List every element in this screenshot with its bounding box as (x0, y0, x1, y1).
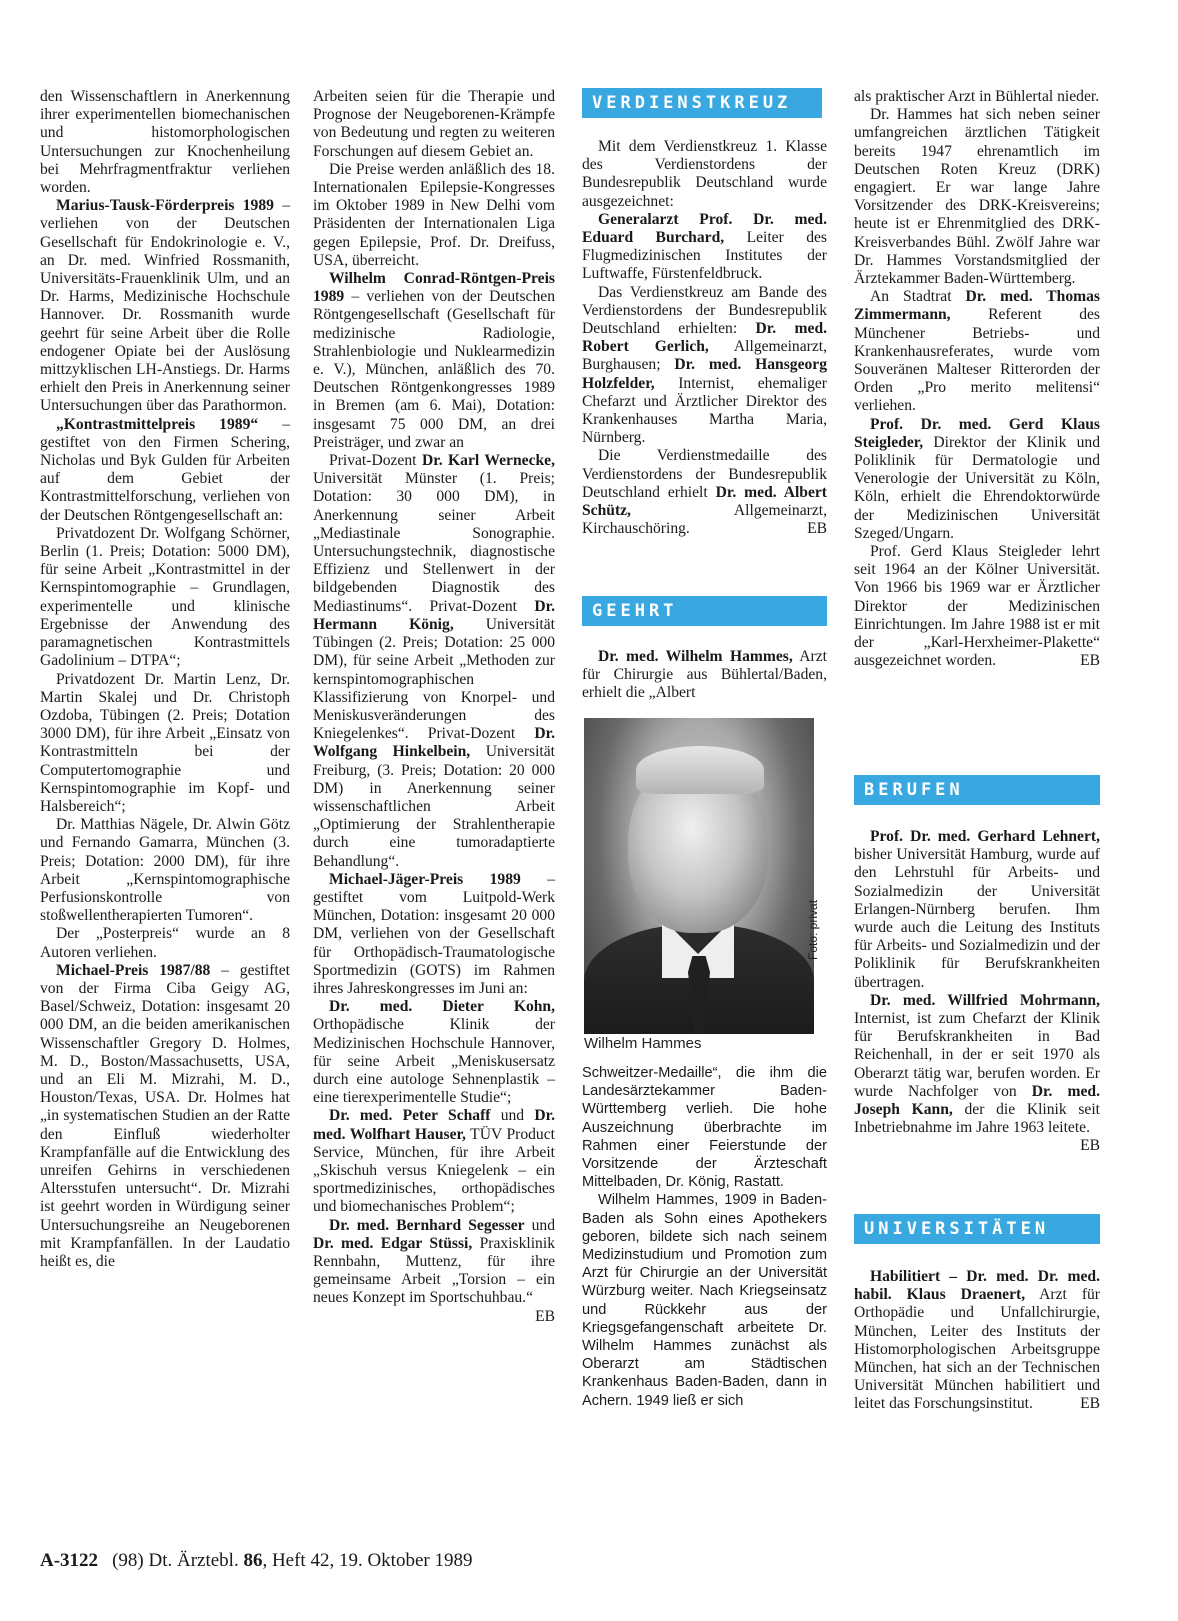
paragraph (313, 871, 555, 998)
journal-volume: 86 (243, 1550, 263, 1571)
person-name: Dr. med. Bernhard Segesser (329, 1216, 525, 1234)
person-name: Dr. med. Wilhelm Hammes, (598, 648, 793, 665)
award-name: Wilhelm Conrad-Röntgen-Preis 1989 (313, 270, 555, 306)
paragraph-text: und (490, 1107, 535, 1125)
person-name: Dr. med. Peter Schaff (329, 1107, 491, 1125)
award-name: Marius-Tausk-Förderpreis 1989 (56, 197, 274, 215)
paragraph (582, 447, 827, 538)
paragraph: Der „Posterpreis“ wurde an 8 Autoren verliehen. (40, 925, 290, 961)
journal-issue-date: , Heft 42, 19. Oktober 1989 (262, 1550, 473, 1571)
column-3-after-photo (582, 1064, 827, 1410)
paragraph-text: – gestiftet von der Firma Ciba Geigy AG, Basel/Schweiz, Dotation: insgesamt 20 000 DM, an die beiden amerikanischen Wissenschaftler Gregory D. Holmes, M. D., Boston/Massachusetts, USA, und an Eli M. Mizrahi, M. D., Houston/Texas, USA. Dr. Holmes hat „in systematischen Studien an der Ratte den Einfluß wiederholter Krampfanfälle auf die Entwicklung des unreifen Gehirns in verschiedenen Altersstufen untersucht“. Dr. Mizrahi ist geehrt worden in Würdigung seiner Untersuchungsreihe an Neugeborenen mit Krampfanfällen. In der Laudatio heißt es, die (40, 961, 291, 1270)
paragraph-text: Privat-Dozent (329, 452, 422, 470)
column-4-berufen (854, 828, 1100, 1156)
paragraph (854, 1268, 1100, 1414)
paragraph-text: Prof. Gerd Klaus Steigleder lehrt seit 1964 an der Kölner Universität. Von 1966 bis 1969 war er Ärztlicher Direktor der Medizinischen Einrichtungen. Im Jahre 1988 ist er mit der „Karl-Herxheimer-Plakette“ ausgezeichnet worden. (854, 543, 1100, 670)
column-4 (854, 88, 1100, 671)
person-name: Generalarzt Prof. Dr. med. Eduard Burchard, (582, 210, 827, 247)
person-name: Prof. Dr. med. Gerd Klaus Steigleder, (854, 415, 1100, 451)
paragraph: Wilhelm Hammes, 1909 in Baden-Baden als Sohn eines Apothekers geboren, bildete sich nach seinem Medizinstudium und Promotion zum Arzt für Chirurgie an der Universität Würzburg weiter. Nach Kriegseinsatz und Rückkehr aus der Kriegsgefangenschaft arbeitete Dr. Wilhelm Hammes zunächst als Oberarzt am Städtischen Krankenhaus Baden-Baden, dann in Achern. 1949 ließ er sich (582, 1192, 827, 1409)
paragraph: Privatdozent Dr. Martin Lenz, Dr. Martin Skalej und Dr. Christoph Ozdoba, Tübingen (2. Preis; Dotation 3000 DM), für ihre Arbeit „Einsatz von Kontrastmitteln bei der Computertomographie und Kernspintomographie im Kopf- und Halsbereich“; (40, 670, 290, 815)
paragraph-text: Leiter des Flugmedizinischen Institutes der Luftwaffe, Fürstenfeldbruck. (582, 229, 827, 283)
paragraph (313, 1107, 555, 1216)
person-name: Dr. med. Robert Gerlich, (582, 320, 828, 356)
paragraph-text: – verliehen von der Deutschen Gesellschaft für Endokrinologie e. V., an Dr. med. Winfried Rossmanith, Universitäts-Frauenklinik Ulm, und an Dr. Harms, Medizinische Hochschule Hannover. Dr. Rossmanith wurde geehrt für seine Arbeit über die Rolle endogener Opiate bei der Auslösung mittzyklischen LH-Anstiegs. Dr. Harms erhielt den Preis in Anerkennung seiner Untersuchungen über das Parathormon. (40, 197, 290, 415)
person-name: Prof. Dr. med. Gerhard Lehnert, (870, 828, 1100, 845)
column-2 (313, 88, 555, 1326)
paragraph-text: Universität Münster (1. Preis; Dotation: 30 000 DM), in Anerkennung seiner Arbeit „Mediastinale Sonographie. Untersuchungstechnik, diagnostische Effizienz und Stellenwert in der bildgebenden Diagnostik des Mediastinums“. Privat-Dozent (313, 470, 555, 615)
paragraph-text: Internist, ist zum Chefarzt der Klinik für Berufskrankheiten in Bad Reichenhall, in der er seit 1970 als Oberarzt tätig war, berufen worden. Er wurde Nachfolger von (854, 1010, 1100, 1100)
paragraph-text: Das Verdienstkreuz am Bande des Verdienstordens der Bundesrepublik Deutschland erhielten: (582, 283, 827, 338)
person-name: Habilitiert – Dr. med. Dr. med. habil. Klaus Draenert, (854, 1268, 1100, 1304)
person-name: Dr. Karl Wernecke, (421, 452, 555, 470)
page-footer (40, 1550, 472, 1572)
paragraph-text: Direktor der Klinik und Poliklinik für Dermatologie und Venerologie der Universität zu Köln, Köln, erhielt die Ehrendoktorwürde der Medizinischen Universität Szeged/Ungarn. (854, 433, 1100, 542)
column-3-geehrt-intro (582, 648, 827, 703)
paragraph-text: An Stadtrat (870, 288, 966, 306)
paragraph: den Wissenschaftlern in Anerkennung ihrer experimentellen biomechanischen und histomorphologischen Untersuchungen zur Knochenheilung bei Mehrfragmentfraktur verliehen worden. (40, 88, 290, 197)
author-signature: EB (1080, 1395, 1100, 1413)
paragraph: als praktischer Arzt in Bühlertal nieder. (854, 88, 1100, 105)
paragraph: Privatdozent Dr. Wolfgang Schörner, Berlin (1. Preis; Dotation: 5000 DM), für seine Arbeit „Kontrastmittel in der Kernspintomographie – Grundlagen, experimentelle und klinische Ergebnisse der Anwendung des paramagnetischen Kontrastmittels Gadolinium – DTPA“; (40, 524, 290, 670)
person-name: Dr. Hermann König, (313, 597, 555, 633)
paragraph (40, 416, 290, 525)
paragraph-text: Arzt für Orthopädie und Unfallchirurgie, München, Leiter des Instituts der Histomorphologischen Arbeitsgruppe München, hat sich an der Technischen Universität München habilitiert und leitet das Forschungsinstitut. (854, 1286, 1100, 1413)
column-3 (582, 138, 827, 538)
award-name: „Kontrastmittelpreis 1989“ (56, 415, 259, 433)
author-signature: EB (807, 520, 827, 538)
page-number: A-3122 (40, 1550, 99, 1571)
paragraph: Mit dem Verdienstkreuz 1. Klasse des Verdienstordens der Bundesrepublik Deutschland wurde ausgezeichnet: (582, 138, 827, 210)
paragraph (854, 416, 1100, 543)
person-name: Dr. med. Thomas Zimmermann, (854, 288, 1101, 324)
photo-hair (636, 746, 764, 794)
paragraph: Schweitzer-Medaille“, die ihm die Landesärztekammer Baden-Württemberg verlieh. Die hohe Auszeichnung überbrachte im Rahmen einer Feierstunde der Vorsitzende der Ärzteschaft Mittelbaden, Dr. König, Rastatt. (582, 1065, 827, 1191)
paragraph-text: TÜV Product Service, München, für ihre Arbeit „Skischuh versus Kniegelenk – ein sportmedizinisches, orthopädisches und biomechanisches Problem“; (313, 1125, 555, 1216)
column-1 (40, 88, 290, 1271)
section-header-verdienstkreuz: VERDIENSTKREUZ (582, 88, 822, 118)
paragraph: Die Preise werden anläßlich des 18. Internationalen Epilepsie-Kongresses im Oktober 1989 in New Delhi vom Präsidenten der Internationalen Liga gegen Epilepsie, Prof. Dr. Dreifuss, USA, überreicht. (313, 160, 555, 269)
paragraph-text: Universität Tübingen (2. Preis; Dotation: 25 000 DM), für seine Arbeit „Methoden zur kernspintomographischen Klassifizierung von Knorpel- und Meniskusveränderungen des Kniegelenkes“. Privat-Dozent (313, 615, 555, 743)
paragraph (582, 211, 827, 284)
section-header-universitaeten: UNIVERSITÄTEN (854, 1214, 1100, 1244)
person-name: Dr. med. Edgar Stüssi, (313, 1234, 473, 1252)
paragraph (854, 828, 1100, 992)
paragraph (582, 284, 827, 448)
paragraph (854, 991, 1101, 1155)
paragraph-text: bisher Universität Hamburg, wurde auf den Lehrstuhl für Arbeits- und Sozialmedizin der Universität Erlangen-Nürnberg berufen. Ihm wurde auch die Leitung des Instituts für Arbeits- und Sozialmedizin und der Poliklinik für Berufskrankheiten übertragen. (854, 846, 1100, 991)
photo-credit: Foto: privat (806, 899, 820, 960)
person-name: Dr. med. Albert Schütz, (582, 483, 828, 520)
person-name: Dr. Wolfgang Hinkelbein, (313, 725, 555, 761)
portrait-photo (584, 718, 814, 1034)
paragraph (854, 543, 1100, 670)
author-signature: EB (1080, 652, 1100, 670)
paragraph: Arbeiten seien für die Therapie und Prognose der Neugeborenen-Krämpfe von Bedeutung und regten zu weiteren Forschungen auf diesem Gebiet an. (313, 88, 555, 160)
person-name: Dr. med. Wolfhart Hauser, (313, 1107, 555, 1143)
paragraph-text: Orthopädische Klinik der Medizinischen Hochschule Hannover, für seine Arbeit „Meniskusersatz durch eine autologe Sehnenplastik – eine tierexperimentelle Studie“; (313, 1016, 555, 1107)
paragraph-text: Allgemeinarzt, Burghausen; (582, 338, 827, 374)
section-header-berufen: BERUFEN (854, 775, 1100, 805)
person-name: Dr. med. Joseph Kann, (854, 1082, 1100, 1119)
author-signature: EB (1080, 1137, 1100, 1155)
paragraph: Dr. Matthias Nägele, Dr. Alwin Götz und Fernando Gamarra, München (3. Preis; Dotation: 2000 DM), für ihre Arbeit „Kernspintomographische Perfusionskontrolle von stoßwellentherapierten Tumoren“. (40, 816, 290, 925)
paragraph (40, 962, 290, 1271)
paragraph-text: – verliehen von der Deutschen Röntgengesellschaft (Gesellschaft für medizinische Radiologie, Strahlenbiologie und Nuklearmedizin e. V.), München, anläßlich des 70. Deutschen Röntgenkongresses 1989 in Bremen (am 6. Mai), Dotation: insgesamt 75 000 DM, an drei Preisträger, und zwar an (313, 288, 555, 451)
paragraph (40, 197, 290, 415)
award-name: Michael-Jäger-Preis 1989 (329, 870, 521, 888)
column-4-universitaeten (854, 1268, 1100, 1414)
paragraph-text: der die Klinik seit Inbetriebnahme im Jahre 1963 leitete. (854, 1101, 1101, 1137)
journal-citation: (98) Dt. Ärztebl. (112, 1550, 244, 1571)
paragraph-text: und (524, 1216, 555, 1234)
paragraph-text: – gestiftet vom Luitpold-Werk München, Dotation: insgesamt 20 000 DM, verliehen von der Gesellschaft für Orthopädisch-Traumatologische Sportmedizin (GOTS) im Rahmen ihres Jahreskongresses im Juni an: (313, 870, 555, 997)
paragraph: Dr. Hammes hat sich neben seiner umfangreichen ärztlichen Tätigkeit bereits 1947 ehrenamtlich im Deutschen Roten Kreuz (DRK) engagiert. Er war lange Jahre Vorsitzender des DRK-Kreisvereins; heute ist er Ehrenmitglied des DRK-Kreisverbandes Bühl. Zwölf Jahre war Dr. Hammes Vorstandsmitglied der Ärztekammer Baden-Württemberg. (854, 106, 1100, 288)
person-name: Dr. med. Hansgeorg Holzfelder, (582, 356, 827, 392)
person-name: Dr. med. Dieter Kohn, (329, 998, 555, 1016)
photo-caption: Wilhelm Hammes (584, 1035, 702, 1052)
person-name: Dr. med. Willfried Mohrmann, (870, 991, 1100, 1009)
paragraph-text: Praxisklinik Rennbahn, Muttenz, für ihre gemeinsame Arbeit „Torsion – ein neues Konzept im Sportschuhbau.“ (313, 1234, 555, 1307)
paragraph (582, 648, 827, 703)
paragraph (854, 288, 1100, 415)
paragraph (313, 1216, 555, 1325)
section-header-geehrt: GEEHRT (582, 596, 827, 626)
author-signature: EB (535, 1307, 555, 1325)
paragraph (313, 998, 555, 1107)
award-name: Michael-Preis 1987/88 (56, 961, 211, 979)
paragraph-text: Arzt für Chirurgie aus Bühlertal/Baden, erhielt die „Albert (582, 648, 827, 702)
paragraph-text: – gestiftet von den Firmen Schering, Nicholas und Byk Gulden für Arbeiten auf dem Gebiet der Kontrastmittelforschung, verliehen von der Deutschen Röntgengesellschaft an: (40, 415, 290, 524)
paragraph (313, 270, 555, 452)
paragraph-text: Referent des Münchener Betriebs- und Krankenhausreferates, wurde vom Souveränen Malteser Ritterorden der Orden „Pro merito melitensi“ verliehen. (854, 306, 1100, 415)
paragraph-text: Allgemeinarzt, Kirchauschöring. (582, 502, 827, 538)
paragraph-text: Universität Freiburg, (3. Preis; Dotation: 20 000 DM) in Anerkennung seiner wissenschaftlichen Arbeit „Optimierung der Strahlentherapie durch eine tumoradaptierte Behandlung“. (313, 743, 556, 870)
paragraph-text: Internist, ehemaliger Chefarzt und Ärztlicher Direktor des Krankenhauses Martha Maria, Nürnberg. (582, 374, 827, 447)
paragraph (313, 452, 555, 871)
paragraph-text: Die Verdienstmedaille des Verdienstordens der Bundesrepublik Deutschland erhielt (582, 447, 827, 501)
